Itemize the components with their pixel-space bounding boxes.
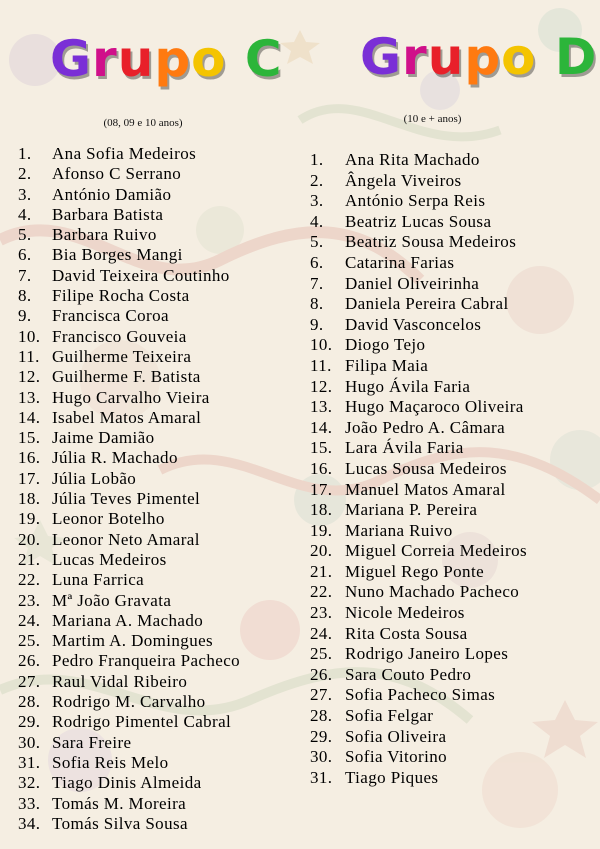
item-number: 6.: [18, 245, 32, 265]
item-name: Rodrigo M. Carvalho: [52, 692, 206, 712]
item-number: 24.: [18, 610, 41, 630]
title-letter: D: [554, 28, 598, 86]
item-number: 31.: [18, 752, 41, 772]
item-number: 23.: [310, 603, 333, 623]
list-item: [310, 232, 595, 253]
item-name: Beatriz Lucas Sousa: [345, 211, 492, 231]
item-number: 34.: [18, 813, 41, 833]
list-item: [18, 550, 298, 570]
list-item: [310, 253, 595, 274]
item-name: Catarina Farias: [345, 252, 455, 272]
title-letter: G: [50, 30, 93, 88]
item-name: Guilherme F. Batista: [52, 367, 201, 387]
item-name: Raul Vidal Ribeiro: [52, 671, 188, 691]
item-number: 25.: [310, 644, 333, 664]
list-item: [310, 500, 595, 521]
item-name: Sofia Oliveira: [345, 726, 447, 746]
item-name: Sara Couto Pedro: [345, 664, 472, 684]
list-item: [18, 266, 298, 286]
item-name: Hugo Ávila Faria: [345, 376, 471, 396]
item-name: Diogo Tejo: [345, 335, 426, 355]
item-number: 3.: [310, 191, 324, 211]
item-name: Sara Freire: [52, 732, 132, 752]
group-c-subtitle: (08, 09 e 10 anos): [103, 117, 183, 129]
item-number: 27.: [18, 671, 41, 691]
group-d-list: [310, 150, 595, 788]
item-name: Júlia Lobão: [52, 468, 137, 488]
item-name: Manuel Matos Amaral: [345, 479, 506, 499]
item-number: 15.: [18, 428, 41, 448]
list-item: [18, 164, 298, 184]
list-item: [310, 377, 595, 398]
item-name: Isabel Matos Amaral: [52, 407, 202, 427]
item-number: 5.: [18, 225, 32, 245]
item-number: 26.: [18, 651, 41, 671]
group-d-title: [360, 28, 598, 88]
item-name: Daniel Oliveirinha: [345, 273, 480, 293]
list-item: [18, 591, 298, 611]
item-name: Miguel Rego Ponte: [345, 561, 485, 581]
list-item: [18, 672, 298, 692]
item-name: Guilherme Teixeira: [52, 346, 192, 366]
list-item: [310, 706, 595, 727]
item-number: 4.: [310, 211, 324, 231]
list-item: [18, 611, 298, 631]
list-item: [310, 397, 595, 418]
item-name: Afonso C Serrano: [52, 164, 182, 184]
list-item: [310, 541, 595, 562]
item-name: Miguel Correia Medeiros: [345, 541, 527, 561]
item-name: António Damião: [52, 184, 172, 204]
item-name: Tomás Silva Sousa: [52, 813, 188, 833]
title-letter: r: [92, 30, 118, 88]
item-number: 29.: [310, 726, 333, 746]
item-name: Mariana P. Pereira: [345, 500, 478, 520]
list-item: [310, 582, 595, 603]
item-number: 13.: [310, 397, 333, 417]
item-number: 17.: [310, 479, 333, 499]
group-c-list: [18, 144, 298, 834]
item-name: Nuno Machado Pacheco: [345, 582, 520, 602]
item-name: Leonor Botelho: [52, 509, 165, 529]
item-name: Júlia R. Machado: [52, 448, 178, 468]
item-name: Francisca Coroa: [52, 306, 169, 326]
item-number: 9.: [18, 306, 32, 326]
item-name: David Vasconcelos: [345, 314, 482, 334]
item-name: Pedro Franqueira Pacheco: [52, 651, 241, 671]
title-letter: C: [244, 30, 283, 88]
item-number: 2.: [18, 164, 32, 184]
item-name: Barbara Batista: [52, 204, 164, 224]
list-item: [310, 521, 595, 542]
title-letter: [226, 30, 244, 88]
item-name: Rodrigo Janeiro Lopes: [345, 644, 509, 664]
item-number: 15.: [310, 438, 333, 458]
list-item: [310, 294, 595, 315]
item-number: 8.: [310, 294, 324, 314]
list-item: [18, 408, 298, 428]
item-number: 30.: [18, 732, 41, 752]
title-letter: p: [154, 30, 192, 88]
item-number: 14.: [18, 407, 41, 427]
item-number: 21.: [18, 549, 41, 569]
item-name: Ana Sofia Medeiros: [52, 144, 197, 163]
list-item: [310, 418, 595, 439]
item-name: Sofia Vitorino: [345, 747, 448, 767]
list-item: [310, 335, 595, 356]
list-item: [18, 712, 298, 732]
list-item: [18, 692, 298, 712]
item-number: 3.: [18, 184, 32, 204]
item-name: Barbara Ruivo: [52, 225, 157, 245]
list-item: [18, 347, 298, 367]
list-item: [310, 459, 595, 480]
list-item: [18, 794, 298, 814]
item-number: 28.: [18, 692, 41, 712]
list-item: [310, 315, 595, 336]
list-item: [310, 768, 595, 789]
list-item: [310, 438, 595, 459]
item-number: 18.: [18, 489, 41, 509]
list-item: [18, 469, 298, 489]
list-item: [18, 245, 298, 265]
item-name: Sofia Felgar: [345, 706, 434, 726]
group-d-subtitle: (10 e + anos): [403, 113, 462, 125]
list-item: [18, 144, 298, 164]
item-name: Lucas Sousa Medeiros: [345, 458, 507, 478]
list-item: [18, 814, 298, 834]
item-number: 9.: [310, 314, 324, 334]
list-item: [18, 631, 298, 651]
list-item: [310, 191, 595, 212]
title-letter: u: [117, 30, 155, 88]
list-item: [310, 171, 595, 192]
item-name: Nicole Medeiros: [345, 603, 465, 623]
item-name: Leonor Neto Amaral: [52, 529, 200, 549]
list-item: [310, 624, 595, 645]
title-letter: p: [464, 28, 502, 86]
item-number: 5.: [310, 232, 324, 252]
item-number: 30.: [310, 747, 333, 767]
item-number: 28.: [310, 706, 333, 726]
list-item: [18, 205, 298, 225]
item-number: 27.: [310, 685, 333, 705]
title-letter: [536, 28, 554, 86]
item-number: 10.: [18, 326, 41, 346]
list-item: [18, 651, 298, 671]
item-name: Mariana A. Machado: [52, 610, 204, 630]
item-name: Tiago Dinis Almeida: [52, 773, 202, 793]
item-number: 1.: [310, 150, 324, 169]
list-item: [310, 150, 595, 171]
item-name: Sofia Reis Melo: [52, 752, 169, 772]
item-number: 13.: [18, 387, 41, 407]
item-name: Lucas Medeiros: [52, 549, 167, 569]
item-number: 25.: [18, 631, 41, 651]
title-letter: r: [402, 28, 428, 86]
list-item: [18, 570, 298, 590]
title-letter: o: [191, 30, 227, 88]
item-number: 7.: [310, 273, 324, 293]
list-item: [18, 306, 298, 326]
item-name: Júlia Teves Pimentel: [52, 489, 201, 509]
item-name: Lara Ávila Faria: [345, 438, 464, 458]
list-item: [18, 185, 298, 205]
item-number: 11.: [310, 355, 332, 375]
list-item: [18, 733, 298, 753]
item-number: 18.: [310, 500, 333, 520]
item-name: Sofia Pacheco Simas: [345, 685, 496, 705]
item-name: Luna Farrica: [52, 570, 145, 590]
item-number: 2.: [310, 170, 324, 190]
list-item: [18, 753, 298, 773]
item-number: 29.: [18, 712, 41, 732]
list-item: [18, 509, 298, 529]
list-item: [310, 747, 595, 768]
item-number: 21.: [310, 561, 333, 581]
item-number: 32.: [18, 773, 41, 793]
list-item: [18, 773, 298, 793]
title-letter: G: [360, 28, 403, 86]
title-letter: o: [501, 28, 537, 86]
item-number: 12.: [18, 367, 41, 387]
item-number: 1.: [18, 144, 32, 163]
item-number: 17.: [18, 468, 41, 488]
item-name: Filipa Maia: [345, 355, 429, 375]
list-item: [18, 428, 298, 448]
item-number: 19.: [18, 509, 41, 529]
item-number: 16.: [18, 448, 41, 468]
item-name: David Teixeira Coutinho: [52, 265, 230, 285]
item-number: 33.: [18, 793, 41, 813]
item-number: 10.: [310, 335, 333, 355]
item-number: 11.: [18, 346, 40, 366]
item-number: 7.: [18, 265, 32, 285]
item-number: 31.: [310, 767, 333, 787]
list-item: [310, 562, 595, 583]
list-item: [310, 727, 595, 748]
item-name: António Serpa Reis: [345, 191, 486, 211]
list-item: [310, 480, 595, 501]
list-item: [310, 665, 595, 686]
list-item: [310, 644, 595, 665]
list-item: [18, 489, 298, 509]
list-item: [18, 225, 298, 245]
item-name: Filipe Rocha Costa: [52, 286, 190, 306]
item-name: Bia Borges Mangi: [52, 245, 183, 265]
item-number: 23.: [18, 590, 41, 610]
item-name: Francisco Gouveia: [52, 326, 187, 346]
item-number: 4.: [18, 204, 32, 224]
item-name: Hugo Maçaroco Oliveira: [345, 397, 524, 417]
item-number: 12.: [310, 376, 333, 396]
item-name: Tomás M. Moreira: [52, 793, 187, 813]
item-name: Beatriz Sousa Medeiros: [345, 232, 517, 252]
item-number: 14.: [310, 417, 333, 437]
item-number: 24.: [310, 623, 333, 643]
item-name: Rodrigo Pimentel Cabral: [52, 712, 232, 732]
item-name: Ângela Viveiros: [345, 170, 462, 190]
list-item: [310, 356, 595, 377]
item-name: Tiago Piques: [345, 767, 439, 787]
item-number: 22.: [310, 582, 333, 602]
item-name: Daniela Pereira Cabral: [345, 294, 509, 314]
item-name: Mariana Ruivo: [345, 520, 453, 540]
list-item: [18, 388, 298, 408]
item-number: 19.: [310, 520, 333, 540]
item-number: 6.: [310, 252, 324, 272]
list-item: [18, 530, 298, 550]
list-item: [18, 286, 298, 306]
list-item: [18, 448, 298, 468]
item-number: 8.: [18, 286, 32, 306]
item-name: Jaime Damião: [52, 428, 155, 448]
item-name: Martim A. Domingues: [52, 631, 214, 651]
list-item: [310, 274, 595, 295]
list-item: [310, 603, 595, 624]
item-name: Ana Rita Machado: [345, 150, 480, 169]
item-name: João Pedro A. Câmara: [345, 417, 506, 437]
group-c-column: [18, 30, 298, 834]
list-item: [310, 212, 595, 233]
group-c-title: [50, 30, 298, 90]
item-name: Hugo Carvalho Vieira: [52, 387, 210, 407]
item-number: 16.: [310, 458, 333, 478]
list-item: [310, 685, 595, 706]
item-name: Mª João Gravata: [52, 590, 172, 610]
item-name: Rita Costa Sousa: [345, 623, 468, 643]
title-letter: u: [427, 28, 465, 86]
list-item: [18, 367, 298, 387]
list-item: [18, 327, 298, 347]
item-number: 20.: [18, 529, 41, 549]
item-number: 20.: [310, 541, 333, 561]
group-d-column: [310, 28, 598, 788]
item-number: 26.: [310, 664, 333, 684]
item-number: 22.: [18, 570, 41, 590]
